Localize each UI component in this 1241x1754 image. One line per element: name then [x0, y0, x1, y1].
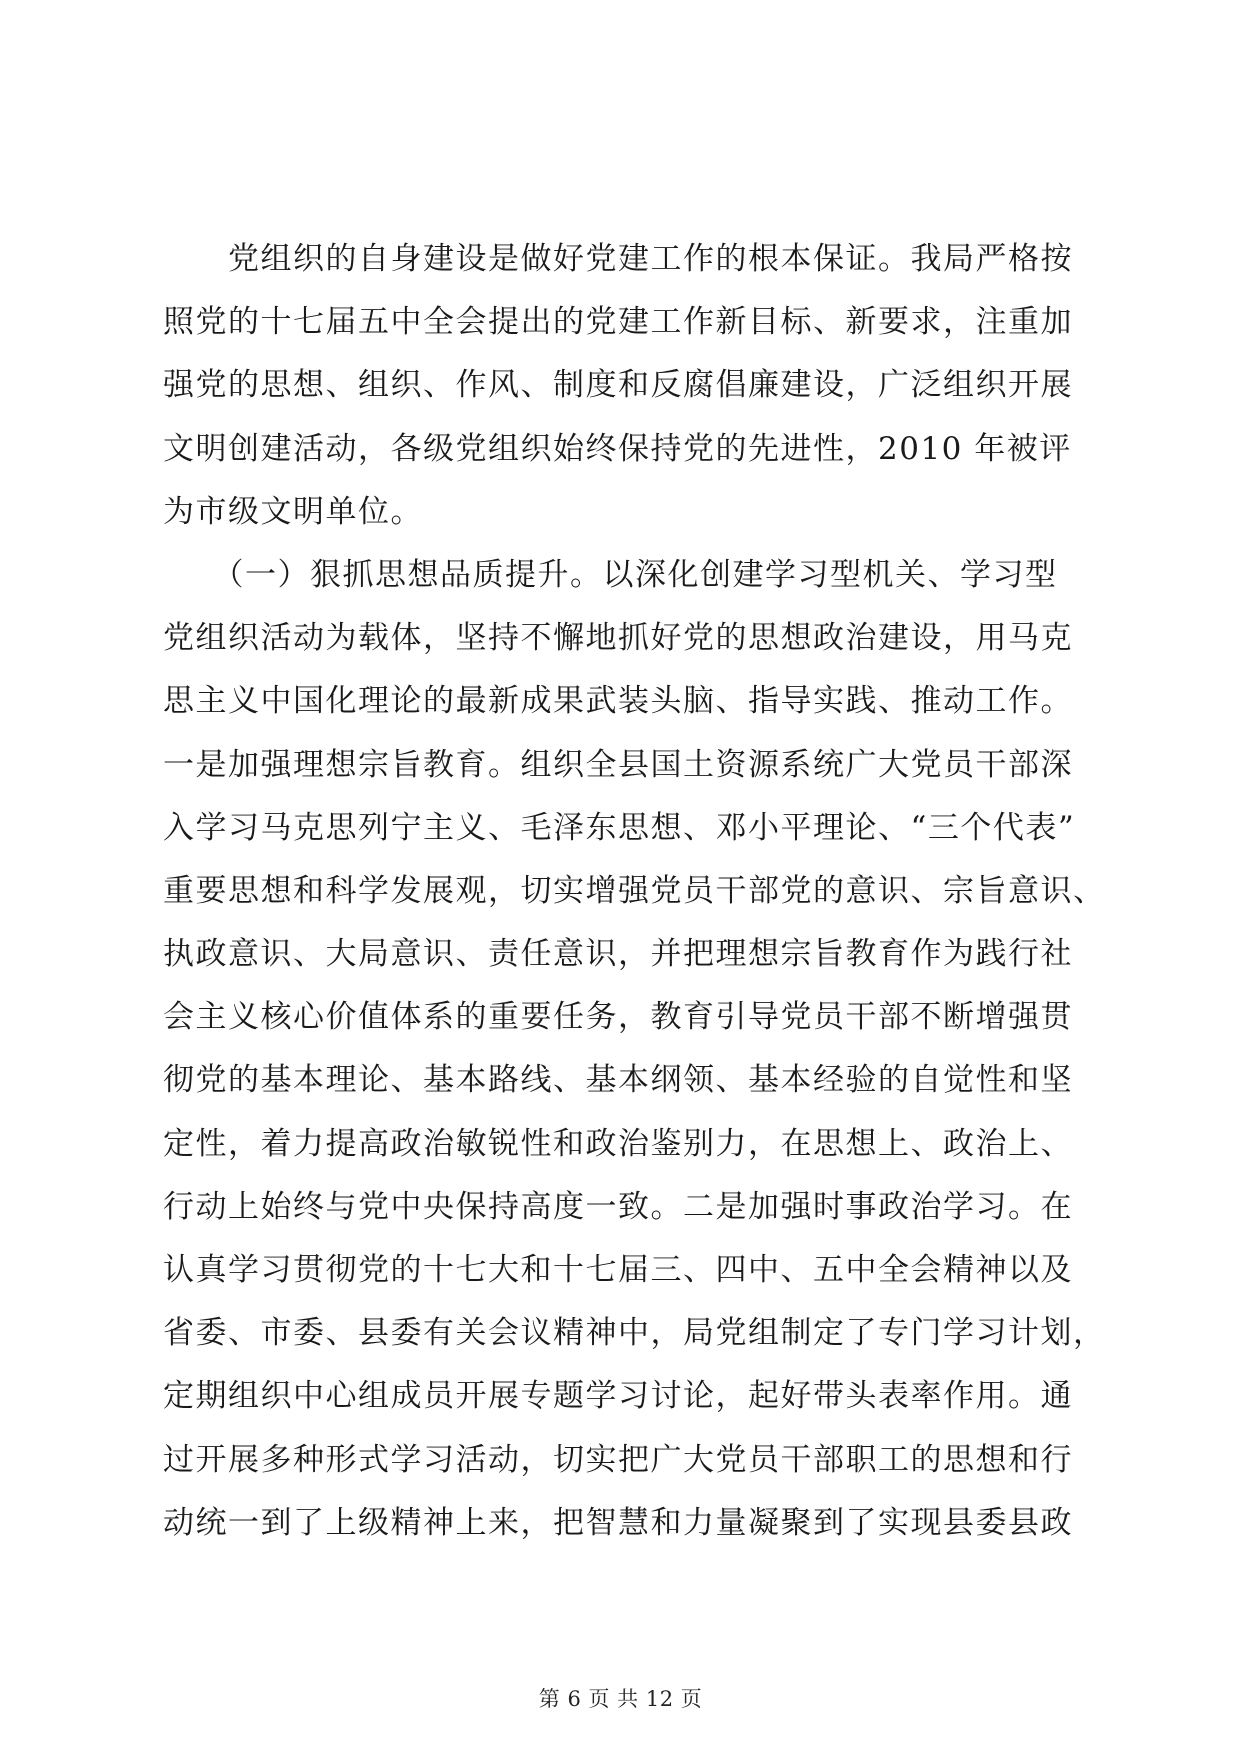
text-line: 入学习马克思列宁主义、毛泽东思想、邓小平理论、“三个代表” [163, 809, 1076, 846]
text-line: （一）狠抓思想品质提升。以深化创建学习型机关、学习型 [163, 556, 1058, 593]
body-text [163, 228, 1106, 1555]
text-line: 照党的十七届五中全会提出的党建工作新目标、新要求，注重加 [163, 304, 1073, 341]
text-line: 重要思想和科学发展观，切实增强党员干部党的意识、宗旨意识、 [163, 872, 1106, 909]
text-line: 党组织的自身建设是做好党建工作的根本保证。我局严格按 [163, 241, 1073, 277]
page-number-footer: 第 6 页 共 12 页 [538, 1687, 703, 1711]
text-line: 思主义中国化理论的最新成果武装头脑、指导实践、推动工作。 [163, 683, 1073, 720]
text-line: 认真学习贯彻党的十七大和十七届三、四中、五中全会精神以及 [163, 1252, 1073, 1288]
text-line: 过开展多种形式学习活动，切实把广大党员干部职工的思想和行 [163, 1441, 1073, 1478]
text-line: 一是加强理想宗旨教育。组织全县国土资源系统广大党员干部深 [163, 746, 1073, 783]
text-line: 强党的思想、组织、作风、制度和反腐倡廉建设，广泛组织开展 [163, 367, 1073, 404]
text-line: 党组织活动为载体，坚持不懈地抓好党的思想政治建设，用马克 [163, 620, 1073, 657]
text-line: 省委、市委、县委有关会议精神中，局党组制定了专门学习计划， [163, 1315, 1106, 1352]
text-line: 为市级文明单位。 [163, 493, 423, 530]
text-line: 彻党的基本理论、基本路线、基本纲领、基本经验的自觉性和坚 [163, 1062, 1073, 1099]
text-line: 动统一到了上级精神上来，把智慧和力量凝聚到了实现县委县政 [163, 1504, 1073, 1541]
text-line: 会主义核心价值体系的重要任务，教育引导党员干部不断增强贯 [163, 999, 1073, 1036]
text-line: 执政意识、大局意识、责任意识，并把理想宗旨教育作为践行社 [163, 936, 1073, 973]
text-line: 定性，着力提高政治敏锐性和政治鉴别力，在思想上、政治上、 [163, 1125, 1073, 1162]
text-line: 文明创建活动，各级党组织始终保持党的先进性，2010 年被评 [163, 430, 1072, 467]
text-line: 行动上始终与党中央保持高度一致。二是加强时事政治学习。在 [163, 1188, 1073, 1225]
text-line: 定期组织中心组成员开展专题学习讨论，起好带头表率作用。通 [163, 1378, 1073, 1415]
